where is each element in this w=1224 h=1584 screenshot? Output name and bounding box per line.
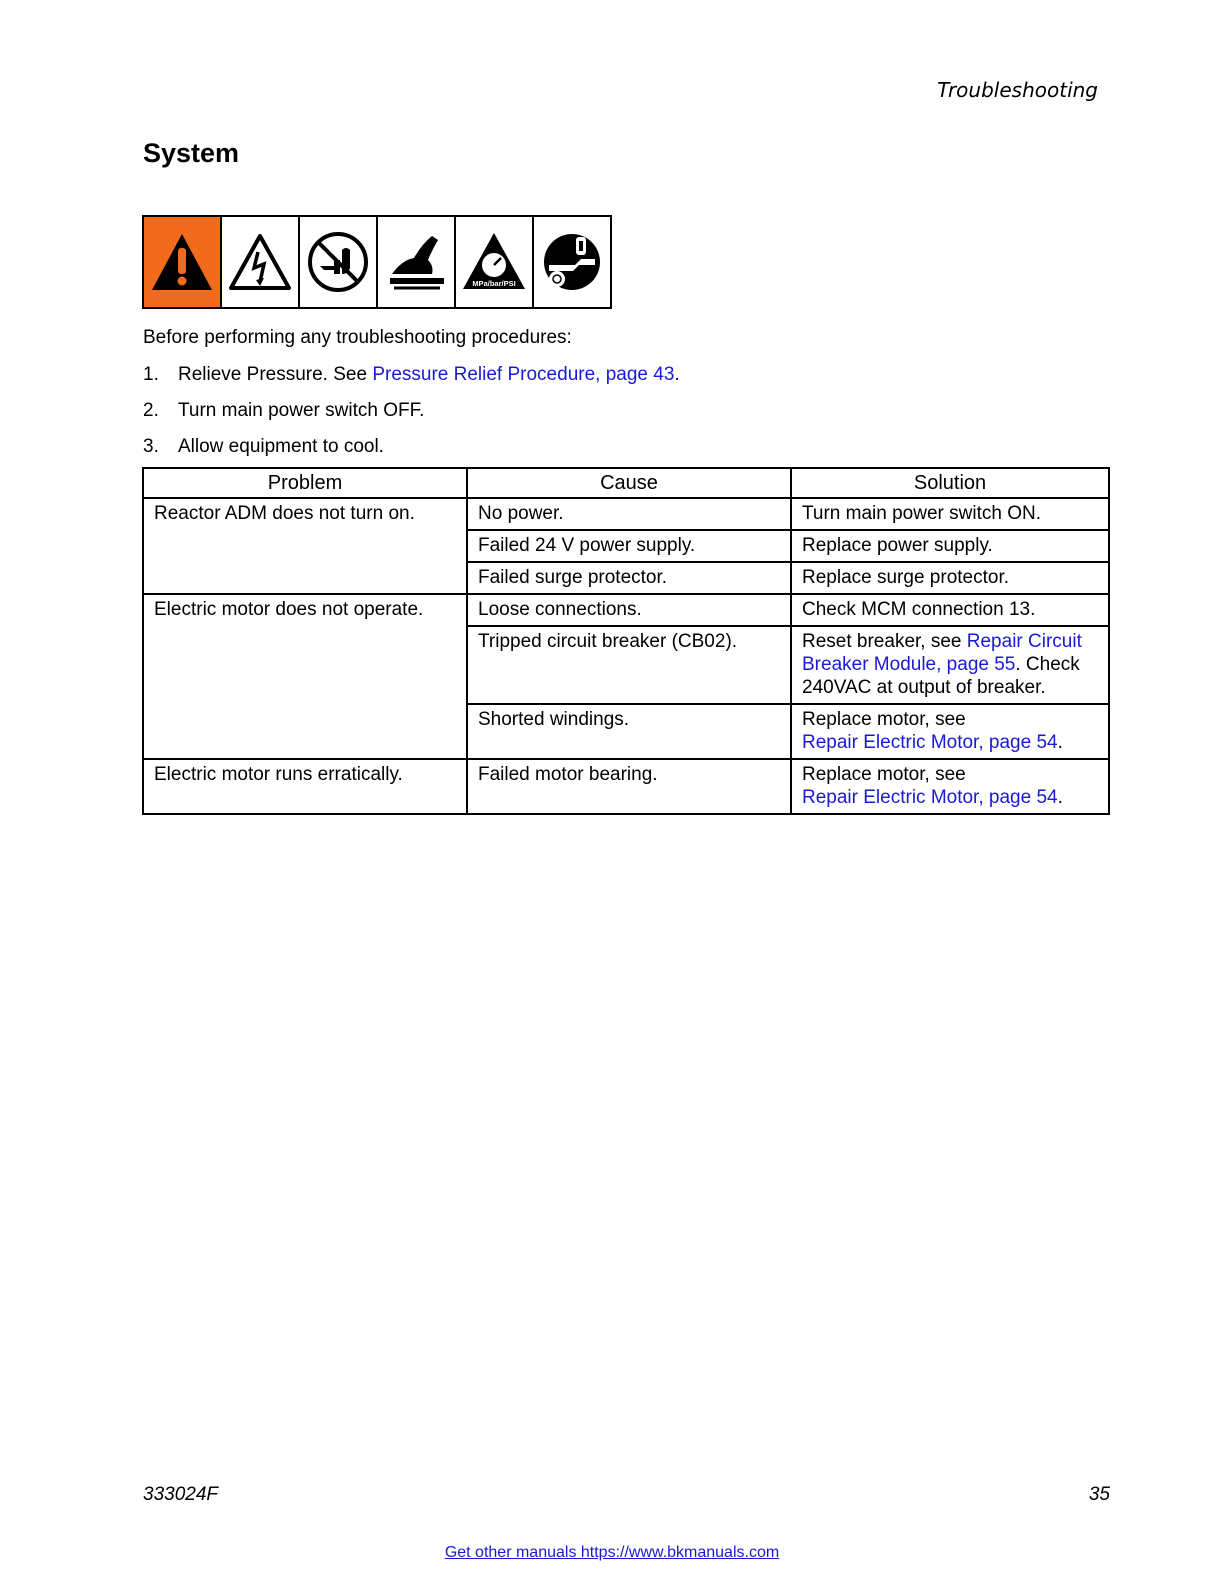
cause-cell: Tripped circuit breaker (CB02). bbox=[467, 626, 791, 704]
cause-cell: Shorted windings. bbox=[467, 704, 791, 759]
troubleshooting-table bbox=[142, 467, 1110, 815]
no-hands-spray-gun-icon bbox=[300, 217, 378, 307]
gauge-units-label: MPa/bar/PSI bbox=[472, 279, 516, 288]
procedure-step bbox=[143, 364, 680, 400]
cause-cell: No power. bbox=[467, 498, 791, 530]
solution-cell: Turn main power switch ON. bbox=[791, 498, 1109, 530]
problem-cell: Electric motor does not operate. bbox=[143, 594, 467, 759]
step-text: Allow equipment to cool. bbox=[178, 436, 384, 457]
intro-text: Before performing any troubleshooting procedures: bbox=[143, 327, 572, 348]
table-header-row bbox=[143, 468, 1109, 498]
problem-header: Problem bbox=[143, 468, 467, 498]
repair-electric-motor-link[interactable]: Repair Electric Motor, page 54 bbox=[802, 732, 1058, 753]
pressure-relief-link[interactable]: Pressure Relief Procedure, page 43 bbox=[372, 364, 675, 385]
cause-cell: Failed 24 V power supply. bbox=[467, 530, 791, 562]
solution-cell: Reset breaker, see Repair Circuit Breaker Module, page 55. Check 240VAC at output of breaker. bbox=[791, 626, 1109, 704]
solution-cell: Replace motor, see Repair Electric Motor, page 54. bbox=[791, 704, 1109, 759]
page-number: 35 bbox=[1088, 1484, 1110, 1505]
protective-equipment-icon bbox=[534, 217, 610, 307]
cause-cell: Failed motor bearing. bbox=[467, 759, 791, 814]
skin-injection-hazard-icon bbox=[378, 217, 456, 307]
problem-cell: Reactor ADM does not turn on. bbox=[143, 498, 467, 594]
problem-cell: Electric motor runs erratically. bbox=[143, 759, 467, 814]
solution-cell: Check MCM connection 13. bbox=[791, 594, 1109, 626]
cause-cell: Failed surge protector. bbox=[467, 562, 791, 594]
electric-shock-icon bbox=[222, 217, 300, 307]
step-number: 2. bbox=[143, 400, 159, 421]
repair-electric-motor-link[interactable]: Repair Electric Motor, page 54 bbox=[802, 787, 1058, 808]
table-row bbox=[143, 498, 1109, 530]
solution-header: Solution bbox=[791, 468, 1109, 498]
procedure-step bbox=[143, 400, 680, 436]
solution-cell: Replace surge protector. bbox=[791, 562, 1109, 594]
step-text: Turn main power switch OFF. bbox=[178, 400, 425, 421]
page-title: System bbox=[143, 138, 240, 168]
repair-circuit-breaker-link[interactable]: Repair Circuit Breaker Module, page 55 bbox=[802, 631, 1082, 675]
step-number: 1. bbox=[143, 364, 159, 385]
pressure-gauge-icon bbox=[456, 217, 534, 307]
section-header: Troubleshooting bbox=[937, 78, 1098, 102]
procedure-steps bbox=[143, 364, 680, 472]
manuals-source-link[interactable]: Get other manuals https://www.bkmanuals.com bbox=[444, 1544, 780, 1561]
step-text: Relieve Pressure. See Pressure Relief Procedure, page 43. bbox=[178, 364, 680, 385]
solution-cell: Replace motor, see Repair Electric Motor, page 54. bbox=[791, 759, 1109, 814]
hazard-symbols bbox=[142, 215, 612, 309]
cause-header: Cause bbox=[467, 468, 791, 498]
solution-cell: Replace power supply. bbox=[791, 530, 1109, 562]
warning-triangle-icon bbox=[144, 217, 222, 307]
table-row bbox=[143, 594, 1109, 626]
source-footer bbox=[0, 1544, 1224, 1562]
step-number: 3. bbox=[143, 436, 159, 457]
table-row bbox=[143, 759, 1109, 814]
document-number: 333024F bbox=[143, 1484, 219, 1505]
cause-cell: Loose connections. bbox=[467, 594, 791, 626]
